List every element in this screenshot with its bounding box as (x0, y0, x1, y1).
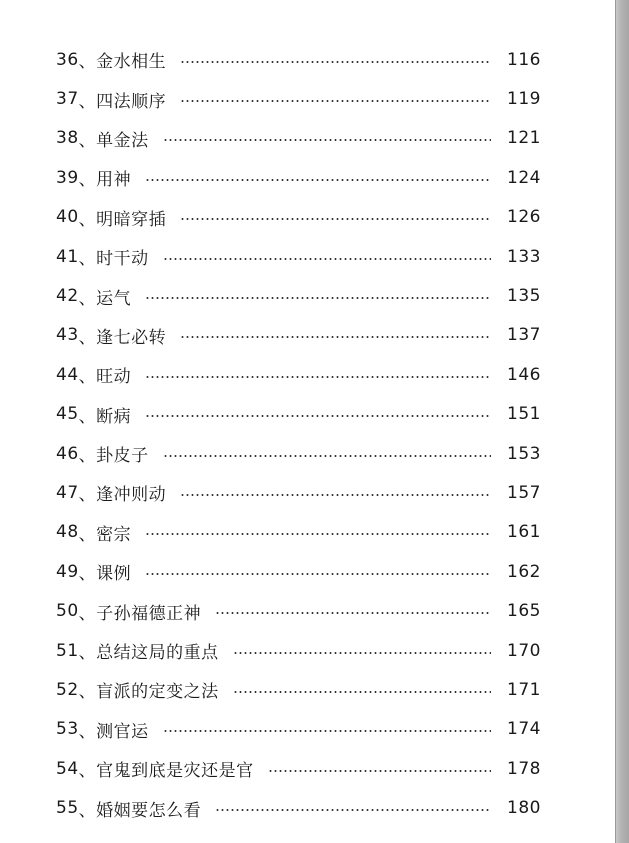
toc-entry-number: 54 (56, 758, 79, 779)
toc-entry-title: 逢冲则动 (96, 485, 167, 506)
toc-entry[interactable] (56, 670, 541, 709)
toc-entry-number: 51 (56, 640, 79, 661)
toc-entry-separator: 、 (78, 682, 97, 703)
toc-entry-page-number: 161 (507, 522, 541, 543)
toc-entry[interactable] (56, 749, 541, 788)
toc-entry-number: 38 (56, 128, 79, 149)
toc-dot-leader (233, 691, 491, 693)
toc-dot-leader (163, 139, 491, 141)
toc-entry-page-number: 124 (507, 167, 541, 188)
toc-entry-separator: 、 (78, 643, 97, 664)
toc-entry-number: 47 (56, 482, 79, 503)
toc-dot-leader (145, 573, 491, 575)
toc-entry-number: 41 (56, 246, 79, 267)
toc-entry-number: 43 (56, 325, 79, 346)
toc-entry-separator: 、 (78, 367, 97, 388)
toc-entry-number: 46 (56, 443, 79, 464)
toc-entry-separator: 、 (78, 288, 97, 309)
toc-entry-title: 盲派的定变之法 (96, 682, 219, 703)
toc-entry-number: 39 (56, 167, 79, 188)
toc-entry[interactable] (56, 316, 541, 355)
toc-entry-title: 明暗穿插 (96, 209, 167, 230)
toc-entry[interactable] (56, 79, 541, 118)
toc-entry-separator: 、 (78, 524, 97, 545)
toc-entry-page-number: 170 (507, 640, 541, 661)
toc-entry[interactable] (56, 119, 541, 158)
toc-entry-title: 金水相生 (96, 52, 167, 73)
toc-entry[interactable] (56, 237, 541, 276)
toc-dot-leader (163, 730, 491, 732)
toc-entry[interactable] (56, 434, 541, 473)
toc-dot-leader (233, 652, 491, 654)
table-of-contents (56, 40, 541, 828)
toc-entry-title: 时干动 (96, 249, 149, 270)
toc-entry-separator: 、 (78, 761, 97, 782)
toc-entry-title: 婚姻要怎么看 (96, 800, 202, 821)
toc-dot-leader (268, 770, 491, 772)
toc-entry[interactable] (56, 473, 541, 512)
toc-entry[interactable] (56, 631, 541, 670)
toc-entry-separator: 、 (78, 249, 97, 270)
toc-entry-separator: 、 (78, 721, 97, 742)
toc-entry[interactable] (56, 552, 541, 591)
toc-entry-separator: 、 (78, 564, 97, 585)
toc-entry-page-number: 153 (507, 443, 541, 464)
toc-entry-separator: 、 (78, 485, 97, 506)
toc-entry-number: 53 (56, 719, 79, 740)
toc-entry-page-number: 119 (507, 89, 541, 110)
toc-entry[interactable] (56, 198, 541, 237)
toc-entry-title: 运气 (96, 288, 132, 309)
toc-dot-leader (145, 415, 491, 417)
toc-entry-title: 逢七必转 (96, 327, 167, 348)
toc-entry-separator: 、 (78, 800, 97, 821)
toc-entry-separator: 、 (78, 446, 97, 467)
toc-dot-leader (145, 533, 491, 535)
toc-entry-number: 42 (56, 286, 79, 307)
toc-entry-separator: 、 (78, 170, 97, 191)
toc-entry-title: 测官运 (96, 721, 149, 742)
toc-dot-leader (145, 297, 491, 299)
toc-entry-title: 卦皮子 (96, 446, 149, 467)
toc-entry-page-number: 171 (507, 679, 541, 700)
toc-entry-title: 四法顺序 (96, 91, 167, 112)
toc-entry-separator: 、 (78, 603, 97, 624)
toc-entry-number: 36 (56, 49, 79, 70)
toc-entry-page-number: 157 (507, 482, 541, 503)
toc-dot-leader (180, 494, 491, 496)
toc-entry-number: 55 (56, 798, 79, 819)
toc-entry-page-number: 174 (507, 719, 541, 740)
toc-dot-leader (180, 336, 491, 338)
toc-entry-title: 密宗 (96, 524, 132, 545)
toc-entry-number: 37 (56, 89, 79, 110)
toc-entry-page-number: 116 (507, 49, 541, 70)
toc-dot-leader (145, 376, 491, 378)
toc-dot-leader (180, 218, 491, 220)
toc-entry-separator: 、 (78, 91, 97, 112)
toc-entry-separator: 、 (78, 52, 97, 73)
toc-dot-leader (145, 179, 491, 181)
toc-entry-title: 用神 (96, 170, 132, 191)
toc-entry-title: 断病 (96, 406, 132, 427)
toc-entry-number: 50 (56, 601, 79, 622)
toc-entry-page-number: 178 (507, 758, 541, 779)
toc-entry-page-number: 165 (507, 601, 541, 622)
toc-dot-leader (180, 61, 491, 63)
page-edge-scrollbar[interactable] (615, 0, 629, 843)
toc-entry[interactable] (56, 395, 541, 434)
toc-entry[interactable] (56, 158, 541, 197)
toc-entry-number: 49 (56, 561, 79, 582)
toc-entry-page-number: 162 (507, 561, 541, 582)
toc-dot-leader (180, 100, 491, 102)
toc-entry[interactable] (56, 355, 541, 394)
toc-entry-separator: 、 (78, 130, 97, 151)
toc-entry[interactable] (56, 276, 541, 315)
toc-entry-page-number: 180 (507, 798, 541, 819)
toc-entry-title: 官鬼到底是灾还是官 (96, 761, 254, 782)
toc-entry-number: 48 (56, 522, 79, 543)
toc-entry-page-number: 137 (507, 325, 541, 346)
toc-entry[interactable] (56, 788, 541, 827)
toc-entry-page-number: 133 (507, 246, 541, 267)
toc-entry-title: 旺动 (96, 367, 132, 388)
toc-dot-leader (215, 612, 491, 614)
toc-entry-page-number: 151 (507, 404, 541, 425)
toc-entry-title: 课例 (96, 564, 132, 585)
toc-entry[interactable] (56, 710, 541, 749)
toc-entry-page-number: 121 (507, 128, 541, 149)
toc-entry[interactable] (56, 591, 541, 630)
toc-entry-title: 单金法 (96, 130, 149, 151)
toc-entry-separator: 、 (78, 327, 97, 348)
toc-entry-page-number: 126 (507, 207, 541, 228)
toc-entry-number: 44 (56, 364, 79, 385)
toc-entry-separator: 、 (78, 209, 97, 230)
toc-entry-title: 子孙福德正神 (96, 603, 202, 624)
toc-entry-number: 45 (56, 404, 79, 425)
toc-entry-number: 52 (56, 679, 79, 700)
toc-entry-page-number: 146 (507, 364, 541, 385)
toc-entry-title: 总结这局的重点 (96, 643, 219, 664)
toc-entry[interactable] (56, 513, 541, 552)
toc-entry-separator: 、 (78, 406, 97, 427)
toc-dot-leader (215, 809, 491, 811)
toc-entry[interactable] (56, 40, 541, 79)
toc-entry-number: 40 (56, 207, 79, 228)
toc-dot-leader (163, 258, 491, 260)
toc-entry-page-number: 135 (507, 286, 541, 307)
toc-dot-leader (163, 455, 491, 457)
